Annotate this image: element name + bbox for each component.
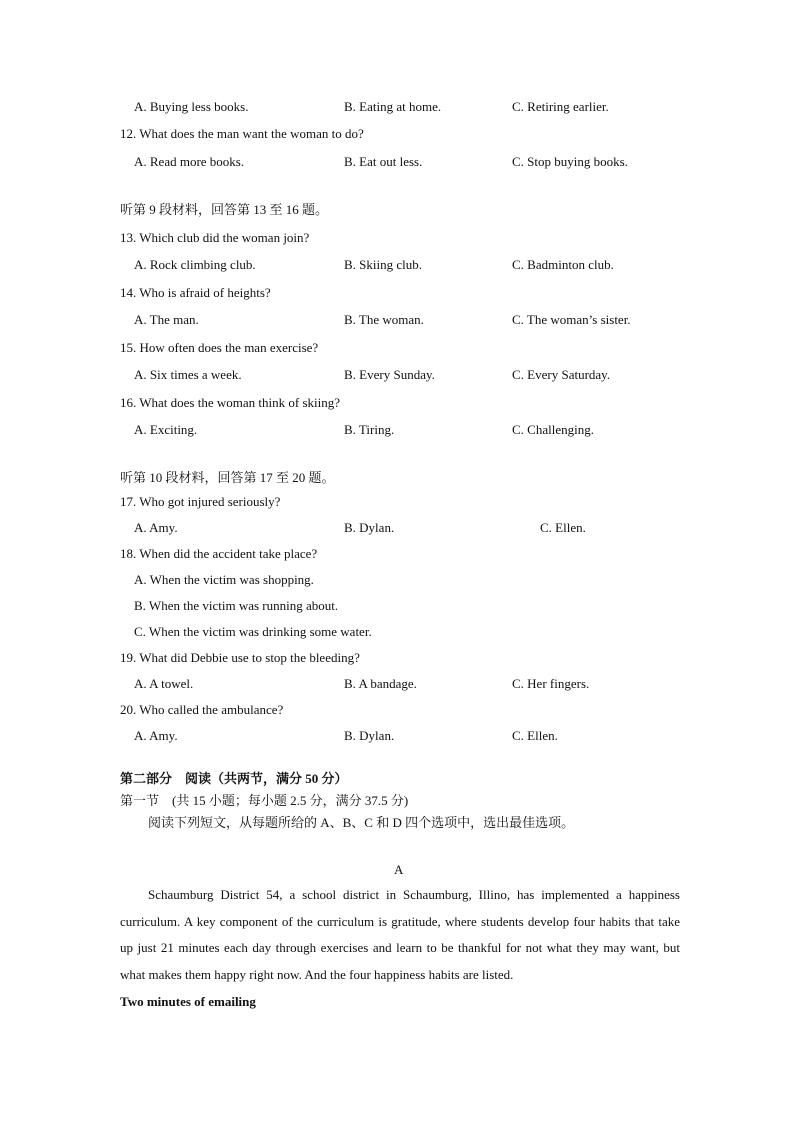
- section10-instruction: 听第 10 段材料，回答第 17 至 20 题。: [120, 470, 335, 485]
- q17-option-a: A. Amy.: [134, 520, 178, 535]
- q12-option-b: B. Eat out less.: [344, 154, 423, 169]
- passage-subheading: Two minutes of emailing: [120, 994, 256, 1009]
- passage-letter: A: [394, 862, 404, 877]
- q13-option-b: B. Skiing club.: [344, 257, 423, 272]
- q15-option-a: A. Six times a week.: [134, 367, 242, 382]
- q14-option-c: C. The woman’s sister.: [512, 312, 631, 327]
- q19-option-b: B. A bandage.: [344, 676, 417, 691]
- q20-option-c: C. Ellen.: [512, 728, 558, 743]
- q11-option-b: B. Eating at home.: [344, 99, 442, 114]
- q20-option-b: B. Dylan.: [344, 728, 395, 743]
- q18-stem: 18. When did the accident take place?: [120, 546, 318, 561]
- q14-option-a: A. The man.: [134, 312, 199, 327]
- q12-option-c: C. Stop buying books.: [512, 154, 628, 169]
- q16-stem: 16. What does the woman think of skiing?: [120, 395, 341, 410]
- q11-option-c: C. Retiring earlier.: [512, 99, 609, 114]
- q17-stem: 17. Who got injured seriously?: [120, 494, 281, 509]
- q13-option-a: A. Rock climbing club.: [134, 257, 256, 272]
- q16-option-a: A. Exciting.: [134, 422, 198, 437]
- q19-stem: 19. What did Debbie use to stop the bleeding?: [120, 650, 360, 665]
- passage-paragraph: Schaumburg District 54, a school district in Schaumburg, Illino, has implemented a happiness curriculum. A key component of the curriculum is gratitude, where students develop four habits that take up just 21 minutes each day through exercises and learn to be thankful for not what they may want, but what makes them happy right now. And the four happiness habits are listed.: [120, 887, 680, 982]
- q13-option-c: C. Badminton club.: [512, 257, 614, 272]
- q20-stem: 20. Who called the ambulance?: [120, 702, 284, 717]
- q16-option-b: B. Tiring.: [344, 422, 395, 437]
- q14-option-b: B. The woman.: [344, 312, 424, 327]
- q15-stem: 15. How often does the man exercise?: [120, 340, 319, 355]
- q15-option-c: C. Every Saturday.: [512, 367, 611, 382]
- q19-option-a: A. A towel.: [134, 676, 194, 691]
- q20-option-a: A. Amy.: [134, 728, 178, 743]
- q11-option-a: A. Buying less books.: [134, 99, 249, 114]
- q17-option-c: C. Ellen.: [540, 520, 586, 535]
- q18-option-b: B. When the victim was running about.: [134, 598, 339, 613]
- q14-stem: 14. Who is afraid of heights?: [120, 285, 271, 300]
- q16-option-c: C. Challenging.: [512, 422, 594, 437]
- part2-heading: 第二部分 阅读（共两节，满分 50 分）: [120, 771, 348, 786]
- q12-option-a: A. Read more books.: [134, 154, 245, 169]
- q18-option-c: C. When the victim was drinking some water.: [134, 624, 372, 639]
- q17-option-b: B. Dylan.: [344, 520, 395, 535]
- q12-stem: 12. What does the man want the woman to do?: [120, 126, 364, 141]
- part2-instruction: 阅读下列短文，从每题所给的 A、B、C 和 D 四个选项中，选出最佳选项。: [148, 815, 575, 830]
- q15-option-b: B. Every Sunday.: [344, 367, 435, 382]
- q13-stem: 13. Which club did the woman join?: [120, 230, 310, 245]
- q18-option-a: A. When the victim was shopping.: [134, 572, 314, 587]
- part2-section1: 第一节 (共 15 小题；每小题 2.5 分，满分 37.5 分): [120, 793, 409, 808]
- section9-instruction: 听第 9 段材料，回答第 13 至 16 题。: [120, 202, 329, 217]
- q19-option-c: C. Her fingers.: [512, 676, 590, 691]
